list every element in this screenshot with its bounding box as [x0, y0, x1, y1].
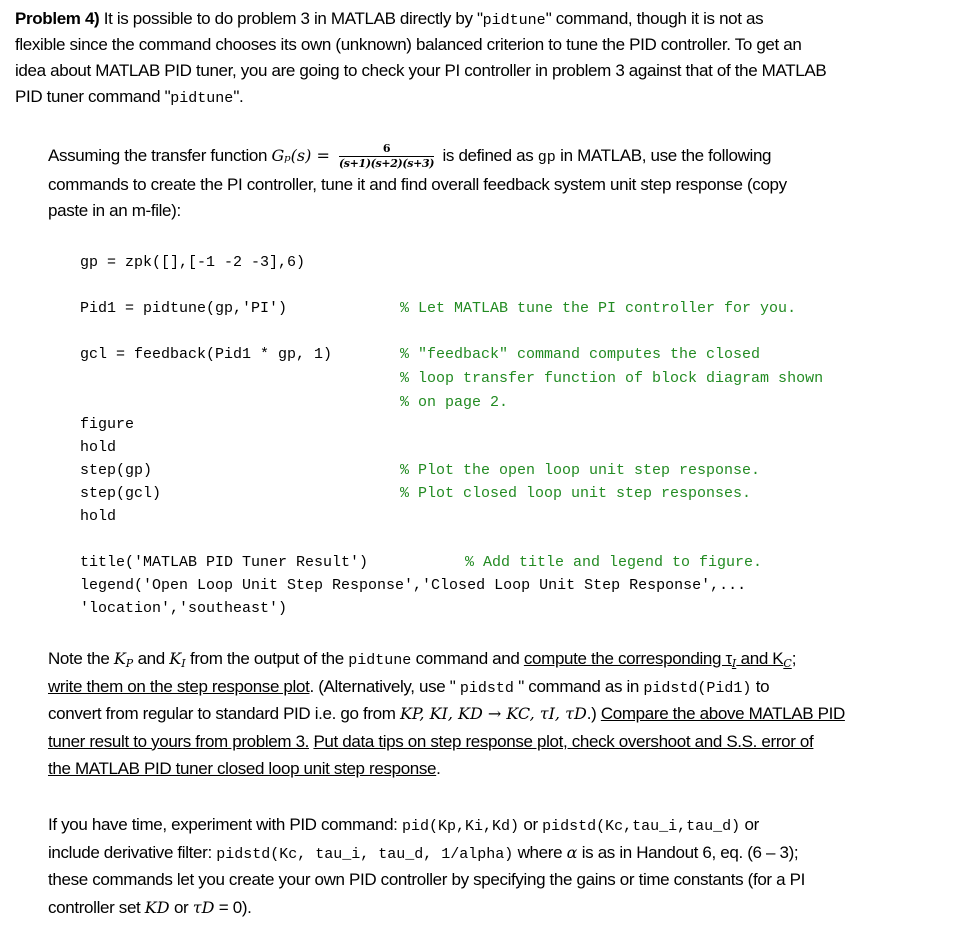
text: compute the corresponding τ	[523, 649, 732, 668]
text: write them on the step response plot	[48, 676, 310, 696]
text: Compare the above MATLAB PID	[600, 704, 845, 723]
text: C	[783, 657, 792, 670]
text-line	[48, 866, 805, 894]
code-comment: % Add title and legend to figure.	[465, 554, 763, 571]
math: KD	[144, 897, 170, 917]
text: command and	[411, 649, 524, 668]
inline-code: pidtune	[348, 652, 412, 669]
code-text: figure	[80, 416, 135, 433]
math: P	[125, 657, 134, 670]
text-line	[48, 728, 845, 756]
math: α	[566, 842, 578, 862]
problem-intro	[15, 6, 826, 110]
text: It is possible to do problem 3 in MATLAB directly by "	[99, 9, 483, 28]
code-text: Pid1 = pidtune(gp,'PI')	[80, 300, 288, 317]
text-line	[15, 84, 826, 110]
text: Note the	[48, 649, 114, 668]
code-line	[80, 298, 797, 320]
code-comment: % Plot the open loop unit step response.	[400, 462, 761, 479]
math: KP, KI, KD → KC, τI, τD	[399, 704, 587, 723]
code-line	[80, 506, 116, 528]
text-line	[48, 839, 805, 867]
text: .	[436, 759, 441, 778]
text-line	[48, 755, 845, 783]
inline-code: pidtune	[170, 90, 234, 107]
code-comment: % Plot closed loop unit step responses.	[400, 485, 752, 502]
code-line	[80, 344, 761, 366]
inline-code: pid(Kp,Ki,Kd)	[401, 818, 519, 835]
inline-code: pidstd(Kc, tau_i, tau_d, 1/alpha)	[216, 845, 514, 863]
text-line	[48, 811, 805, 839]
text-line	[15, 32, 826, 58]
code-text: gp = zpk([],[-1 -2 -3],6)	[80, 254, 306, 271]
text: = 0).	[214, 897, 252, 917]
text: is defined as	[438, 146, 538, 165]
code-text: step(gp)	[80, 462, 153, 479]
text-line	[15, 58, 826, 84]
text-line	[48, 700, 845, 728]
text: " command, though it is not as	[545, 9, 764, 28]
text: If you have time, experiment with PID command:	[48, 815, 402, 834]
text: Put data tips on step response plot, check overshoot and S.S. error of	[313, 731, 814, 751]
code-text: step(gcl)	[80, 485, 162, 502]
inline-code: pidstd	[459, 679, 514, 697]
code-gp: gp	[537, 149, 556, 166]
text: convert from regular to standard PID i.e. go from	[48, 704, 400, 723]
text-line	[15, 6, 826, 32]
code-line	[80, 252, 305, 274]
code-comment: % "feedback" command computes the closed	[400, 346, 761, 363]
text: or	[740, 815, 759, 834]
denominator: (s+1)(s+2)(s+3)	[338, 157, 435, 171]
text: is as in Handout 6, eq. (6 – 3);	[577, 842, 799, 862]
code-line	[80, 552, 763, 574]
text-line	[48, 673, 845, 701]
text: " command as in	[513, 676, 644, 696]
code-line	[80, 460, 761, 482]
code-line	[80, 437, 116, 459]
text-line: paste in an m-file):	[48, 201, 181, 220]
text: where	[513, 842, 567, 862]
text: in MATLAB, use the following	[555, 146, 772, 165]
text: flexible since the command chooses its own (unknown) balanced criterion to tune the PID controller. To get an	[15, 35, 802, 54]
math: I	[181, 657, 186, 670]
code-comment: % on page 2.	[400, 394, 509, 411]
code-text: hold	[80, 439, 117, 456]
text: and	[133, 649, 170, 668]
text: Assuming the transfer function	[48, 146, 272, 165]
code-line	[80, 414, 134, 436]
text-line	[48, 894, 805, 922]
code-comment: % Let MATLAB tune the PI controller for you.	[400, 300, 797, 317]
code-text: gcl = feedback(Pid1 * gp, 1)	[80, 346, 333, 363]
math: K	[169, 649, 182, 668]
code-text: title('MATLAB PID Tuner Result')	[80, 554, 369, 571]
text: I	[731, 657, 737, 670]
text: idea about MATLAB PID tuner, you are going to check your PI controller in problem 3 against that of the MATLAB	[15, 61, 827, 80]
text: controller set	[48, 897, 145, 917]
text: or	[518, 815, 543, 834]
text: PID tuner command "	[15, 87, 171, 106]
text-line	[48, 645, 845, 673]
text: .)	[586, 704, 601, 723]
text: these commands let you create your own PID controller by specifying the gains or time constants (for a PI	[48, 870, 805, 889]
text-line: commands to create the PI controller, tune it and find overall feedback system unit step response (copy	[48, 175, 787, 194]
code-text: legend('Open Loop Unit Step Response','Closed Loop Unit Step Response',...	[80, 577, 747, 594]
text: tuner result to yours from problem 3.	[48, 731, 310, 751]
text: ;	[791, 649, 797, 668]
code-comment: % loop transfer function of block diagram shown	[400, 370, 824, 387]
extra-paragraph	[48, 811, 805, 921]
text: include derivative filter:	[48, 842, 217, 862]
text: ".	[233, 87, 244, 106]
text: the MATLAB PID tuner closed loop unit step response	[48, 759, 437, 778]
math: τD	[192, 897, 215, 917]
code-line	[80, 483, 752, 505]
inline-code: pidstd(Pid1)	[643, 679, 752, 697]
code-text: hold	[80, 508, 117, 525]
text: to	[751, 676, 770, 696]
numerator: 6	[339, 142, 434, 157]
math-gp: Gₚ(s) =	[271, 146, 335, 165]
problem-label: Problem 4)	[15, 9, 100, 28]
text: and K	[736, 649, 784, 668]
inline-code: pidtune	[482, 12, 546, 29]
transfer-function-fraction	[339, 142, 434, 171]
math: K	[113, 649, 126, 668]
text: or	[169, 897, 193, 917]
code-text: 'location','southeast')	[80, 600, 288, 617]
note-paragraph	[48, 645, 845, 783]
inline-code: pidstd(Kc,tau_i,tau_d)	[542, 818, 741, 835]
code-line	[80, 575, 746, 597]
assumption-paragraph	[48, 140, 787, 224]
text: . (Alternatively, use "	[309, 676, 460, 696]
text: from the output of the	[185, 649, 349, 668]
code-line	[80, 598, 287, 620]
